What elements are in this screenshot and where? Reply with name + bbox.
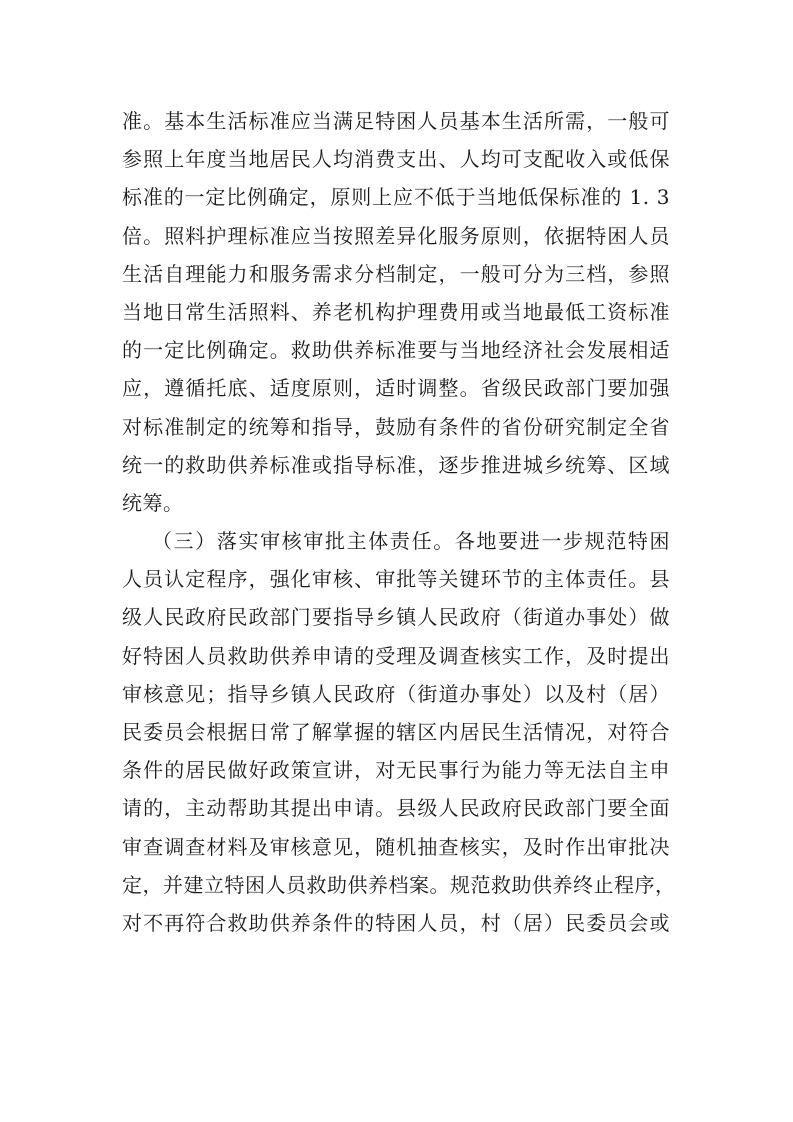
paragraph-review-approval xyxy=(122,522,676,942)
text-line: 准。基本生活标准应当满足特困人员基本生活所需，一般可 xyxy=(122,109,670,133)
text-line: 倍。照料护理标准应当按照差异化服务原则，依据特困人员 xyxy=(122,223,670,248)
text-line: 条件的居民做好政策宣讲，对无民事行为能力等无法自主申 xyxy=(122,758,670,783)
text-line: 应，遵循托底、适度原则，适时调整。省级民政部门要加强 xyxy=(122,376,670,401)
text-line: 对不再符合救助供养条件的特困人员，村（居）民委员会或 xyxy=(122,910,670,935)
text-line: 请的，主动帮助其提出申请。县级人民政府民政部门要全面 xyxy=(122,796,670,821)
text-line: 好特困人员救助供养申请的受理及调查核实工作，及时提出 xyxy=(122,643,670,668)
text-line: 统筹。 xyxy=(122,490,184,515)
text-line: 生活自理能力和服务需求分档制定，一般可分为三档，参照 xyxy=(122,261,670,286)
text-line: 定，并建立特困人员救助供养档案。规范救助供养终止程序， xyxy=(122,872,676,897)
paragraph-standards xyxy=(122,102,670,522)
text-line: 审核意见；指导乡镇人民政府（街道办事处）以及村（居） xyxy=(122,681,670,706)
text-line: 标准的一定比例确定，原则上应不低于当地低保标准的 1. 3 xyxy=(122,185,670,210)
text-line: 对标准制定的统筹和指导，鼓励有条件的省份研究制定全省 xyxy=(122,414,670,439)
text-line: 统一的救助供养标准或指导标准，逐步推进城乡统筹、区域 xyxy=(122,452,670,477)
text-line: 级人民政府民政部门要指导乡镇人民政府（街道办事处）做 xyxy=(122,605,670,630)
text-line: 审查调查材料及审核意见，随机抽查核实，及时作出审批决 xyxy=(122,834,670,859)
text-line: （三）落实审核审批主体责任。各地要进一步规范特困 xyxy=(152,529,670,554)
text-line: 参照上年度当地居民人均消费支出、人均可支配收入或低保 xyxy=(122,147,670,172)
text-line: 的一定比例确定。救助供养标准要与当地经济社会发展相适 xyxy=(122,338,670,363)
text-line: 民委员会根据日常了解掌握的辖区内居民生活情况，对符合 xyxy=(122,720,670,744)
text-line: 人员认定程序，强化审核、审批等关键环节的主体责任。县 xyxy=(122,567,670,592)
document-body xyxy=(122,102,676,942)
text-line: 当地日常生活照料、养老机构护理费用或当地最低工资标准 xyxy=(122,299,670,324)
